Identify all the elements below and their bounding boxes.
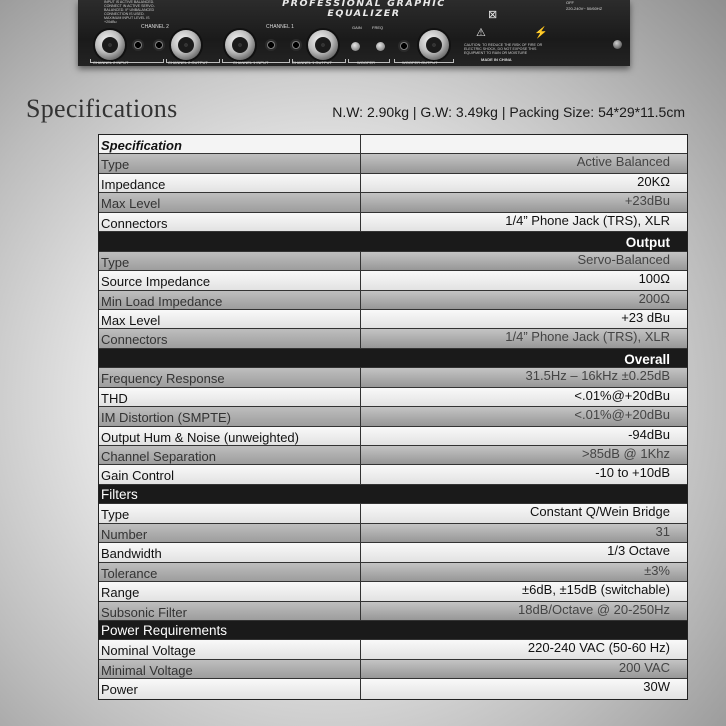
spec-label: Frequency Response	[99, 368, 361, 386]
spec-value: 20KΩ	[361, 174, 687, 192]
woofer-freq-knob[interactable]	[376, 42, 385, 51]
xlr-connector-woofer-output	[419, 30, 449, 60]
spec-value: 200 VAC	[361, 660, 687, 678]
section-header-label: Filters	[101, 486, 138, 502]
device-ch1-input-label: CHANNEL 1 INPUT	[233, 60, 269, 65]
trs-jack-ch1-input	[265, 39, 277, 51]
table-row	[99, 543, 687, 562]
table-row	[99, 193, 687, 212]
specifications-table	[98, 134, 688, 700]
spec-value: 1/4” Phone Jack (TRS), XLR	[361, 213, 687, 231]
warning-triangle-icon: ⚠	[476, 27, 486, 39]
table-row	[99, 660, 687, 679]
device-fine-print: INPUT IS ACTIVE BALANCED. CONNECT IN ACTIVE SERVO-BALANCED. IF UNBALANCED CONNECTION IS USED. MAXIMUM INPUT LEVEL IS +20dBu	[104, 0, 155, 24]
trs-jack-ch1-output	[290, 39, 302, 51]
spec-value: >85dB @ 1Khz	[361, 446, 687, 464]
spec-value: Constant Q/Wein Bridge	[361, 504, 687, 522]
spec-label: Channel Separation	[99, 446, 361, 464]
spec-label: Max Level	[99, 310, 361, 328]
spec-label: Connectors	[99, 213, 361, 231]
section-header-label: Output	[625, 235, 670, 251]
table-section-header	[99, 621, 687, 640]
spec-value: 1/3 Octave	[361, 543, 687, 561]
table-row	[99, 368, 687, 387]
spec-label: Type	[99, 504, 361, 522]
device-power-switch-label: OFF	[566, 0, 574, 5]
table-section-header	[99, 485, 687, 504]
device-channel-1-label: CHANNEL 1	[266, 24, 294, 30]
device-warning-text: CAUTION: TO REDUCE THE RISK OF FIRE OR ELECTRIC SHOCK, DO NOT EXPOSE THIS EQUIPMENT TO RAIN OR MOISTURE	[464, 43, 543, 55]
spec-label: Output Hum & Noise (unweighted)	[99, 427, 361, 445]
spec-label: Nominal Voltage	[99, 640, 361, 658]
spec-label: Power	[99, 679, 361, 698]
spec-value: -10 to +10dB	[361, 465, 687, 483]
spec-value: ±6dB, ±15dB (switchable)	[361, 582, 687, 600]
device-woofer-output-label: WOOFER OUTPUT	[402, 60, 438, 65]
device-woofer-label: WOOFER	[357, 60, 375, 65]
table-row	[99, 252, 687, 271]
spec-label: Type	[99, 154, 361, 172]
table-row	[99, 446, 687, 465]
device-voltage-label: 220-240V~ 50/60HZ	[566, 6, 603, 11]
table-row	[99, 465, 687, 484]
table-row	[99, 602, 687, 621]
device-gain-label: GAIN	[352, 25, 362, 30]
spec-label: Gain Control	[99, 465, 361, 483]
spec-value: Active Balanced	[361, 154, 687, 172]
spec-label: Range	[99, 582, 361, 600]
spec-value: <.01%@+20dBu	[361, 388, 687, 406]
spec-value: 18dB/Octave @ 20-250Hz	[361, 602, 687, 620]
spec-value: -94dBu	[361, 427, 687, 445]
spec-label: IM Distortion (SMPTE)	[99, 407, 361, 425]
trs-jack-ch2-input	[132, 39, 144, 51]
spec-label: Minimal Voltage	[99, 660, 361, 678]
spec-label: Type	[99, 252, 361, 270]
table-row	[99, 291, 687, 310]
table-row	[99, 582, 687, 601]
spec-value: 30W	[361, 679, 687, 698]
device-ch2-output-label: CHANNEL 2 OUTPUT	[168, 60, 208, 65]
device-made-in-label: MADE IN CHINA	[481, 57, 512, 62]
spec-value: 100Ω	[361, 271, 687, 289]
table-row	[99, 174, 687, 193]
xlr-connector-ch1-output	[308, 30, 338, 60]
shock-warning-icon: ⚡	[534, 27, 548, 39]
device-channel-2-label: CHANNEL 2	[141, 24, 169, 30]
table-row	[99, 524, 687, 543]
xlr-connector-ch1-input	[225, 30, 255, 60]
section-header-label: Power Requirements	[101, 622, 228, 638]
section-header-label: Overall	[624, 351, 670, 367]
rack-screw-icon	[613, 40, 622, 49]
spec-value: Servo-Balanced	[361, 252, 687, 270]
spec-label: Bandwidth	[99, 543, 361, 561]
spec-value: 200Ω	[361, 291, 687, 309]
spec-value: <.01%@+20dBu	[361, 407, 687, 425]
table-row	[99, 504, 687, 523]
table-row	[99, 679, 687, 698]
page-title: Specifications	[26, 94, 178, 123]
spec-label: Max Level	[99, 193, 361, 211]
trs-jack-woofer-output	[398, 40, 410, 52]
table-row	[99, 213, 687, 232]
spec-value: 31	[361, 524, 687, 542]
device-brand-text: PROFESSIONAL GRAPHIC EQUALIZER	[282, 0, 446, 19]
table-section-header	[99, 232, 687, 251]
xlr-connector-ch2-output	[171, 30, 201, 60]
spec-label: Subsonic Filter	[99, 602, 361, 620]
table-row	[99, 310, 687, 329]
device-ch2-input-label: CHANNEL 2 INPUT	[93, 60, 129, 65]
table-row	[99, 388, 687, 407]
table-row	[99, 407, 687, 426]
weights-and-packing: N.W: 2.90kg | G.W: 3.49kg | Packing Size: 54*29*11.5cm	[332, 104, 685, 120]
spec-value: 220-240 VAC (50-60 Hz)	[361, 640, 687, 658]
spec-label: Tolerance	[99, 563, 361, 581]
spec-value: 31.5Hz – 16kHz ±0.25dB	[361, 368, 687, 386]
spec-label: Impedance	[99, 174, 361, 192]
xlr-connector-ch2-input	[95, 30, 125, 60]
table-row	[99, 427, 687, 446]
trs-jack-ch2-output	[153, 39, 165, 51]
spec-label: THD	[99, 388, 361, 406]
spec-value: +23 dBu	[361, 310, 687, 328]
spec-value: +23dBu	[361, 193, 687, 211]
spec-label: Connectors	[99, 329, 361, 347]
woofer-gain-knob[interactable]	[351, 42, 360, 51]
device-ch1-output-label: CHANNEL 1 OUTPUT	[292, 60, 332, 65]
table-row	[99, 154, 687, 173]
spec-value: ±3%	[361, 563, 687, 581]
device-rear-panel	[78, 0, 630, 66]
weee-bin-icon: ⊠	[488, 9, 498, 21]
table-row	[99, 640, 687, 659]
table-row	[99, 563, 687, 582]
spec-value: 1/4” Phone Jack (TRS), XLR	[361, 329, 687, 347]
spec-label: Specification	[99, 135, 361, 153]
table-row	[99, 271, 687, 290]
table-row	[99, 329, 687, 348]
device-freq-label: FREQ	[372, 25, 384, 30]
table-section-header	[99, 349, 687, 368]
spec-value	[361, 135, 687, 153]
spec-label: Source Impedance	[99, 271, 361, 289]
table-row	[99, 135, 687, 154]
spec-label: Number	[99, 524, 361, 542]
spec-label: Min Load Impedance	[99, 291, 361, 309]
